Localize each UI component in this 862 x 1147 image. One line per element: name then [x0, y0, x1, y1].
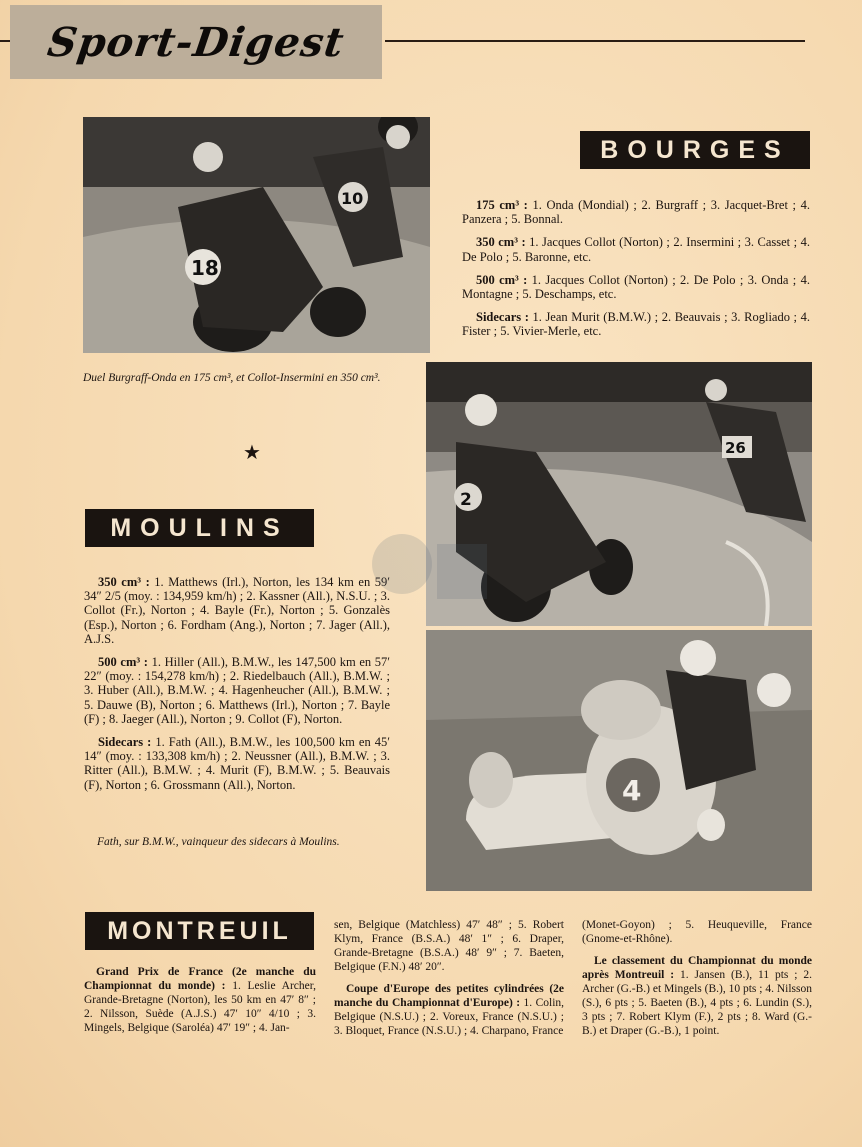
- montreuil-grand-prix: Grand Prix de France (2e manche du Championnat du monde) : 1. Leslie Archer, Grande-Bretagne (Norton), les 50 km en 47′ 8″ ; 2. Nilsson, Suède (A.J.S.) 47′ 10″ 4/10 ; 3. Mingels, Belgique (Saroléa) 47′ 19″ ; 4. Jan-: [84, 966, 316, 1034]
- photo-moulins-solo: [426, 362, 812, 626]
- bourges-result-500: 500 cm³ : 1. Jacques Collot (Norton) ; 2. De Polo ; 3. Onda ; 4. Montagne ; 5. Deschamps, etc.: [462, 272, 810, 302]
- masthead-title: Sport-Digest: [44, 18, 348, 66]
- photo-moulins-sidecar: [426, 630, 812, 891]
- moulins-results: [84, 575, 390, 801]
- race-number-18: 18: [191, 256, 219, 280]
- header-rule-left: [0, 40, 10, 42]
- montreuil-column-1: [84, 965, 316, 1043]
- moulins-photo-caption: Fath, sur B.M.W., vainqueur des sidecars à Moulins.: [97, 836, 340, 848]
- bourges-result-350: 350 cm³ : 1. Jacques Collot (Norton) ; 2. Insermini ; 3. Casset ; 4. De Polo ; 5. Baronne, etc.: [462, 235, 811, 264]
- moulins-result-350: 350 cm³ : 1. Matthews (Irl.), Norton, les 134 km en 59′ 34″ 2/5 (moy. : 134,959 km/h) ; 2. Kassner (All.), N.S.U. ; 3. Collot (Fr.), Norton ; 4. Bayle (Fr.), Norton ; 5. Gonzalès (Esp.), Norton ; 6. Fordham (Ang.), Norton ; 7. Jager (All.), A.J.S.: [84, 575, 390, 646]
- race-number-10: 10: [341, 189, 364, 208]
- bourges-results: [462, 198, 810, 348]
- moulins-heading: MOULINS: [85, 509, 314, 547]
- moulins-result-sidecars: Sidecars : 1. Fath (All.), B.M.W., les 100,500 km en 45′ 14″ (moy. : 133,308 km/h) ; 2. Neussner (All.), B.M.W. ; 3. Ritter (All.), B.M.W. ; 4. Murit (F), B.M.W. ; 5. Beauvais (F), Norton ; 6. Grossmann (All.), Norton.: [84, 735, 390, 792]
- montreuil-championnat-classement: Le classement du Championnat du monde après Montreuil : 1. Jansen (B.), 11 pts ; 2. Archer (G.-B.) et Mingels (B.), 10 pts ; 4. Nilsson (S.), 6 pts ; 5. Baeten (B.), 4 pts ; 6. Lundin (S.), 3 pts ; 7. Robert Klym (F.), 2 pts ; 8. Ward (G.-B.) et Draper (G.-B.), 1 point.: [582, 955, 812, 1037]
- header-rule: [385, 40, 805, 42]
- race-number-4: 4: [622, 774, 642, 807]
- masthead: [10, 5, 382, 79]
- bourges-result-175: 175 cm³ : 1. Onda (Mondial) ; 2. Burgraff ; 3. Jacquet-Bret ; 4. Panzera ; 5. Bonnal.: [462, 198, 810, 227]
- montreuil-heading: MONTREUIL: [85, 912, 314, 950]
- montreuil-coupe-europe-cont: (Monet-Goyon) ; 5. Heuqueville, France (Gnome-et-Rhône).: [582, 919, 812, 945]
- bourges-photo-caption: Duel Burgraff-Onda en 175 cm³, et Collot-Insermini en 350 cm³.: [83, 372, 381, 384]
- montreuil-column-3: [582, 918, 812, 1046]
- bourges-result-sidecars: Sidecars : 1. Jean Murit (B.M.W.) ; 2. Beauvais ; 3. Rogliado ; 4. Fister ; 5. Vivier-Merle, etc.: [462, 310, 810, 339]
- moulins-result-500: 500 cm³ : 1. Hiller (All.), B.M.W., les 147,500 km en 57′ 22″ (moy. : 154,278 km/h) ; 2. Riedelbauch (All.), B.M.W. ; 3. Huber (All.), B.M.W. ; 4. Hagenheucher (All.), B.M.W. ; 5. Dauwe (B), Norton ; 6. Matthews (Irl.), Norton ; 7. Bayle (F) ; 8. Jaeger (All.), Norton ; 9. Collot (F), Norton.: [84, 655, 391, 726]
- montreuil-column-2: [334, 918, 564, 1046]
- star-separator: ★: [243, 440, 261, 464]
- montreuil-coupe-europe: Coupe d'Europe des petites cylindrées (2e manche du Championnat d'Europe) : 1. Colin, Belgique (N.S.U.) ; 2. Voreux, France (N.S.U.) ; 3. Bloquet, France (N.S.U.) ; 4. Charpano, France: [334, 983, 565, 1037]
- race-number-2: 2: [460, 490, 472, 510]
- race-number-26: 26: [725, 439, 746, 457]
- photo-bourges-race: [83, 117, 430, 353]
- montreuil-grand-prix-cont: sen, Belgique (Matchless) 47′ 48″ ; 5. Robert Klym, France (B.S.A.) 48′ 1″ ; 6. Draper, Grande-Bretagne (B.S.A.) 48′ 9″ ; 7. Baeten, Belgique (F.N.) 48′ 20″.: [334, 919, 564, 973]
- bourges-heading: BOURGES: [580, 131, 810, 169]
